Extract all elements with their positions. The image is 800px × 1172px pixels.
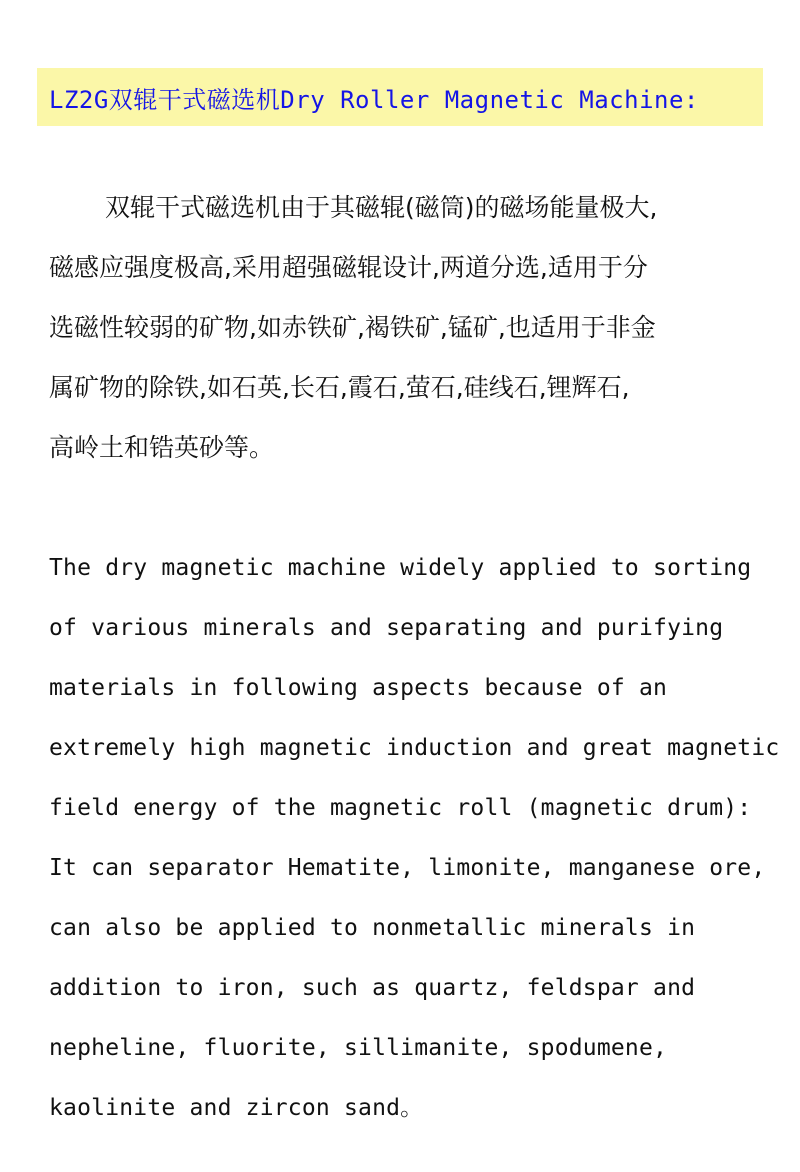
- chinese-paragraph: [49, 178, 761, 478]
- english-paragraph-line: of various minerals and separating and purifying: [49, 615, 724, 641]
- chinese-paragraph-line: 选磁性较弱的矿物,如赤铁矿,褐铁矿,锰矿,也适用于非金: [49, 313, 656, 342]
- english-paragraph-line: kaolinite and zircon sand。: [49, 1095, 424, 1121]
- chinese-paragraph-line: 高岭土和锆英砂等。: [49, 433, 275, 462]
- chinese-paragraph-line: 属矿物的除铁,如石英,长石,霞石,萤石,硅线石,锂辉石,: [49, 373, 630, 402]
- page-title: LZ2G双辊干式磁选机Dry Roller Magnetic Machine:: [49, 85, 699, 114]
- english-paragraph-line: It can separator Hematite, limonite, manganese ore,: [49, 855, 766, 881]
- english-paragraph-line: field energy of the magnetic roll (magnetic drum):: [49, 795, 752, 821]
- english-paragraph-line: addition to iron, such as quartz, feldspar and: [49, 975, 696, 1001]
- english-paragraph-line: extremely high magnetic induction and great magnetic: [49, 735, 780, 761]
- title-banner: [37, 68, 763, 126]
- english-paragraph-line: can also be applied to nonmetallic minerals in: [49, 915, 696, 941]
- english-paragraph-line: The dry magnetic machine widely applied to sorting: [49, 555, 752, 581]
- english-paragraph-line: nepheline, fluorite, sillimanite, spodumene,: [49, 1035, 668, 1061]
- english-paragraph: [49, 538, 789, 1138]
- chinese-paragraph-line: 双辊干式磁选机由于其磁辊(磁筒)的磁场能量极大,: [105, 193, 658, 222]
- english-paragraph-line: materials in following aspects because of an: [49, 675, 668, 701]
- chinese-paragraph-line: 磁感应强度极高,采用超强磁辊设计,两道分选,适用于分: [49, 253, 648, 282]
